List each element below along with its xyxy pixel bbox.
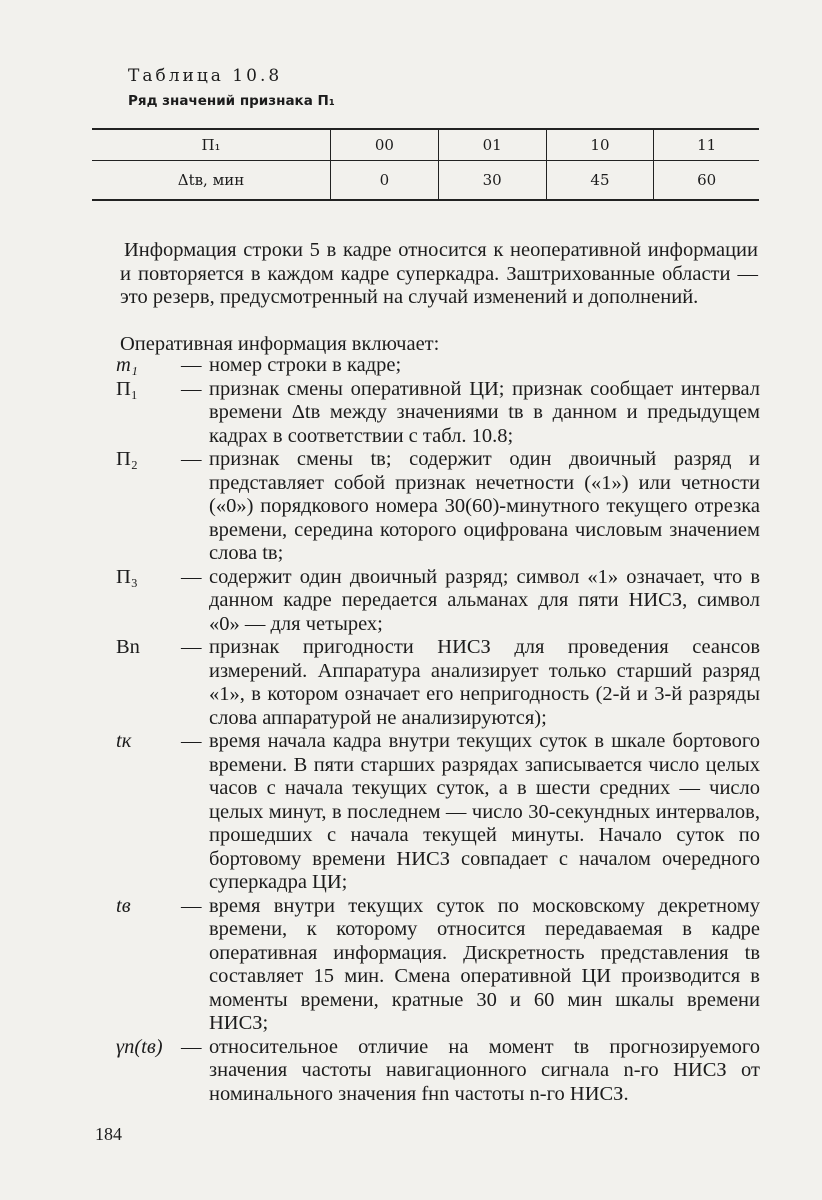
definition-dash: — — [181, 894, 202, 917]
definition-dash: — — [181, 565, 202, 588]
table-caption-title: Ряд значений признака П₁ — [128, 93, 335, 109]
table-cell: 0 — [331, 161, 439, 201]
table-cell: Δtв, мин — [92, 161, 331, 201]
definition-text: относительное отличие на момент tв прогнозируемого значения частоты навигационного сигнала n-го НИСЗ от номинального значения fнn частоты n-го НИСЗ. — [209, 1035, 760, 1105]
definition-term: Вn — [116, 636, 140, 658]
body-paragraph: Информация строки 5 в кадре относится к неоперативной информации и повторяется в каждом кадре суперкадра. Заштрихованные области — это резерв, предусмотренный на случай изменений и дополнений. — [120, 239, 758, 308]
definition-item — [116, 895, 760, 1036]
table-header-row — [92, 129, 759, 161]
definition-dash: — — [181, 377, 202, 400]
definition-item — [116, 1036, 760, 1107]
values-table — [92, 128, 759, 201]
definition-dash: — — [181, 448, 202, 470]
definition-term: tк — [116, 730, 132, 752]
table-row — [92, 161, 759, 201]
definition-dash: — — [181, 1035, 202, 1058]
body-paragraph: Оперативная информация включает: — [120, 333, 440, 355]
definition-term: П₁ — [116, 377, 138, 400]
definition-text: признак смены tв; содержит один двоичный разряд и представляет собой признак нечетности («1») или четности («0») порядкового номера 30(60)-минутного текущего отрезка времени, середина которого оцифрована числовым значением слова tв; — [209, 448, 760, 564]
definition-text: признак пригодности НИСЗ для проведения сеансов измерений. Аппаратура анализирует только старший разряд «1», в котором означает его непригодность (2-й и 3-й разряды слова аппаратурой не анализируются); — [209, 636, 760, 729]
definition-dash: — — [181, 636, 202, 658]
definition-item — [116, 354, 760, 378]
table-cell: 30 — [438, 161, 546, 201]
table-header-cell: П₁ — [92, 129, 331, 161]
definition-item — [116, 566, 760, 637]
table-header-cell: 00 — [331, 129, 439, 161]
definition-text: время начала кадра внутри текущих суток в шкале бортового времени. В пяти старших разрядах записывается число целых часов с начала текущих суток, а в шести средних — число целых минут, в последнем — число 30-секундных интервалов, прошедших с начала текущей минуты. Начало суток по бортовому времени НИСЗ совпадает с началом очередного суперкадра ЦИ; — [209, 730, 760, 893]
definition-text: время внутри текущих суток по московскому декретному времени, к которому относится передаваемая в кадре оперативная информация. Дискретность представления tв составляет 15 мин. Смена оперативной ЦИ производится в моменты времени, кратные 30 и 60 мин шкалы времени НИСЗ; — [209, 894, 760, 1034]
definition-text: номер строки в кадре; — [209, 354, 402, 376]
definition-list — [116, 354, 760, 1106]
definition-item — [116, 378, 760, 449]
definition-item — [116, 730, 760, 895]
table-caption-number: Таблица 10.8 — [128, 66, 283, 86]
definition-item — [116, 448, 760, 566]
definition-dash: — — [181, 354, 202, 376]
definition-text: признак смены оперативной ЦИ; признак сообщает интервал времени Δtв между значениями tв в данном и предыдущем кадрах в соответствии с табл. 10.8; — [209, 377, 760, 447]
definition-text: содержит один двоичный разряд; символ «1» означает, что в данном кадре передается альманах для пяти НИСЗ, символ «0» — для четырех; — [209, 565, 760, 635]
table-cell: 45 — [546, 161, 654, 201]
table-cell: 60 — [654, 161, 759, 201]
definition-term: П₃ — [116, 565, 138, 588]
definition-term: γn(tв) — [116, 1035, 163, 1058]
definition-term: m₁ — [116, 354, 138, 376]
definition-term: tв — [116, 894, 131, 917]
table-header-cell: 11 — [654, 129, 759, 161]
table-header-cell: 01 — [438, 129, 546, 161]
definition-dash: — — [181, 730, 202, 752]
table-header-cell: 10 — [546, 129, 654, 161]
definition-item — [116, 636, 760, 730]
page-number: 184 — [95, 1124, 122, 1144]
definition-term: П₂ — [116, 448, 138, 470]
